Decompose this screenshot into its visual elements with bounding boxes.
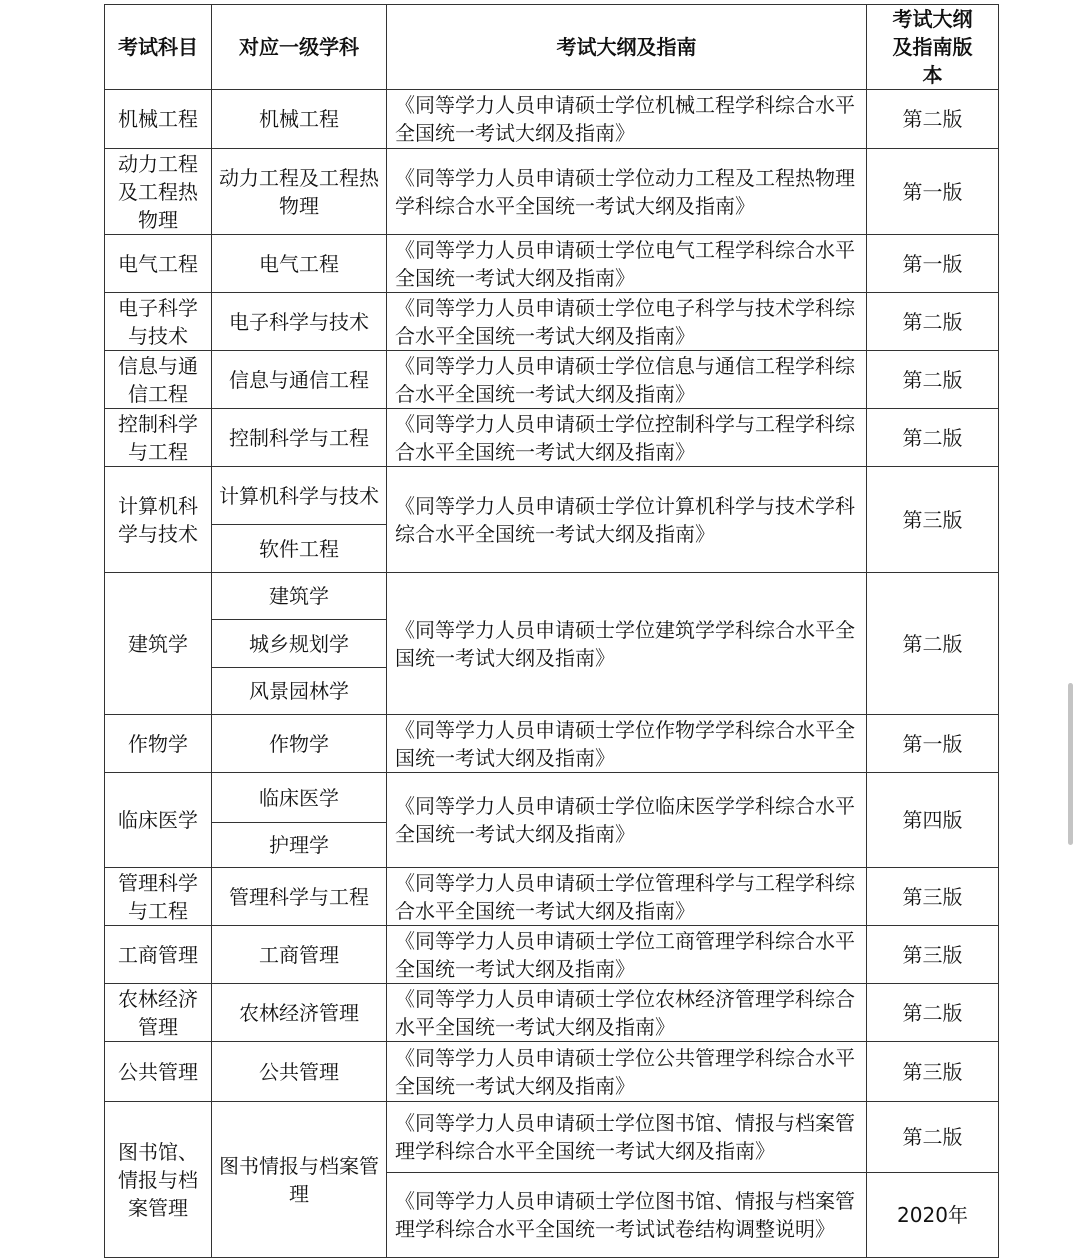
guide-version-cell: 第三版: [867, 1042, 999, 1102]
table-row: [105, 293, 999, 351]
subject-cell: 计算机科学与技术: [105, 467, 212, 573]
guide-title-cell: 《同等学力人员申请硕士学位作物学学科综合水平全国统一考试大纲及指南》: [387, 715, 867, 773]
guide-version-cell: 第二版: [867, 293, 999, 351]
guide-version-cell: 第四版: [867, 773, 999, 868]
guide-version-cell: 第三版: [867, 926, 999, 984]
table-row: [105, 926, 999, 984]
header-discipline: 对应一级学科: [212, 5, 387, 90]
discipline-cell: 护理学: [212, 823, 387, 868]
subject-cell: 电子科学与技术: [105, 293, 212, 351]
table-row: [105, 235, 999, 293]
guide-version-cell: 第一版: [867, 149, 999, 235]
table-row: [105, 1102, 999, 1173]
guide-title-cell: 《同等学力人员申请硕士学位临床医学学科综合水平全国统一考试大纲及指南》: [387, 773, 867, 868]
table-row: [105, 90, 999, 149]
guide-title-cell: 《同等学力人员申请硕士学位图书馆、情报与档案管理学科综合水平全国统一考试试卷结构调整说明》: [387, 1173, 867, 1258]
guide-version-cell: 第二版: [867, 351, 999, 409]
discipline-cell: 电气工程: [212, 235, 387, 293]
discipline-cell: 动力工程及工程热物理: [212, 149, 387, 235]
discipline-cell: 信息与通信工程: [212, 351, 387, 409]
subject-cell: 电气工程: [105, 235, 212, 293]
table-header-row: [105, 5, 999, 90]
guide-version-cell: 第三版: [867, 467, 999, 573]
table-row: [105, 868, 999, 926]
guide-title-cell: 《同等学力人员申请硕士学位电气工程学科综合水平全国统一考试大纲及指南》: [387, 235, 867, 293]
guide-title-cell: 《同等学力人员申请硕士学位控制科学与工程学科综合水平全国统一考试大纲及指南》: [387, 409, 867, 467]
subject-cell: 农林经济管理: [105, 984, 212, 1042]
guide-title-cell: 《同等学力人员申请硕士学位信息与通信工程学科综合水平全国统一考试大纲及指南》: [387, 351, 867, 409]
table-row: [105, 467, 999, 525]
guide-title-cell: 《同等学力人员申请硕士学位电子科学与技术学科综合水平全国统一考试大纲及指南》: [387, 293, 867, 351]
subject-cell: 管理科学与工程: [105, 868, 212, 926]
guide-title-cell: 《同等学力人员申请硕士学位图书馆、情报与档案管理学科综合水平全国统一考试大纲及指南》: [387, 1102, 867, 1173]
table-row: [105, 573, 999, 620]
guide-version-cell: 第二版: [867, 90, 999, 149]
guide-title-cell: 《同等学力人员申请硕士学位管理科学与工程学科综合水平全国统一考试大纲及指南》: [387, 868, 867, 926]
guide-title-cell: 《同等学力人员申请硕士学位动力工程及工程热物理学科综合水平全国统一考试大纲及指南》: [387, 149, 867, 235]
table-row: [105, 149, 999, 235]
exam-guide-table: [104, 4, 999, 1258]
header-guide: 考试大纲及指南: [387, 5, 867, 90]
discipline-cell: 软件工程: [212, 525, 387, 573]
subject-cell: 作物学: [105, 715, 212, 773]
vertical-scrollbar[interactable]: [1068, 683, 1073, 845]
discipline-cell: 城乡规划学: [212, 620, 387, 668]
subject-cell: 控制科学与工程: [105, 409, 212, 467]
guide-version-cell: 第二版: [867, 984, 999, 1042]
subject-cell: 建筑学: [105, 573, 212, 715]
header-version: 考试大纲及指南版本: [867, 5, 999, 90]
discipline-cell: 公共管理: [212, 1042, 387, 1102]
discipline-cell: 工商管理: [212, 926, 387, 984]
guide-title-cell: 《同等学力人员申请硕士学位公共管理学科综合水平全国统一考试大纲及指南》: [387, 1042, 867, 1102]
table-row: [105, 351, 999, 409]
discipline-cell: 计算机科学与技术: [212, 467, 387, 525]
discipline-cell: 建筑学: [212, 573, 387, 620]
guide-title-cell: 《同等学力人员申请硕士学位工商管理学科综合水平全国统一考试大纲及指南》: [387, 926, 867, 984]
subject-cell: 图书馆、情报与档案管理: [105, 1102, 212, 1258]
table-row: [105, 715, 999, 773]
discipline-cell: 控制科学与工程: [212, 409, 387, 467]
subject-cell: 临床医学: [105, 773, 212, 868]
guide-title-cell: 《同等学力人员申请硕士学位计算机科学与技术学科综合水平全国统一考试大纲及指南》: [387, 467, 867, 573]
discipline-cell: 管理科学与工程: [212, 868, 387, 926]
guide-title-cell: 《同等学力人员申请硕士学位农林经济管理学科综合水平全国统一考试大纲及指南》: [387, 984, 867, 1042]
discipline-cell: 作物学: [212, 715, 387, 773]
header-subject: 考试科目: [105, 5, 212, 90]
guide-version-cell: 第三版: [867, 868, 999, 926]
subject-cell: 公共管理: [105, 1042, 212, 1102]
guide-version-cell: 第二版: [867, 1102, 999, 1173]
subject-cell: 信息与通信工程: [105, 351, 212, 409]
table-row: [105, 409, 999, 467]
guide-version-cell: 第一版: [867, 715, 999, 773]
discipline-cell: 农林经济管理: [212, 984, 387, 1042]
guide-version-cell: 第一版: [867, 235, 999, 293]
discipline-cell: 临床医学: [212, 773, 387, 823]
discipline-cell: 图书情报与档案管理: [212, 1102, 387, 1258]
table-row: [105, 984, 999, 1042]
subject-cell: 动力工程及工程热物理: [105, 149, 212, 235]
guide-title-cell: 《同等学力人员申请硕士学位建筑学学科综合水平全国统一考试大纲及指南》: [387, 573, 867, 715]
table-row: [105, 773, 999, 823]
guide-title-cell: 《同等学力人员申请硕士学位机械工程学科综合水平全国统一考试大纲及指南》: [387, 90, 867, 149]
table-row: [105, 1042, 999, 1102]
subject-cell: 机械工程: [105, 90, 212, 149]
guide-version-cell: 2020年: [867, 1173, 999, 1258]
guide-version-cell: 第二版: [867, 409, 999, 467]
guide-version-cell: 第二版: [867, 573, 999, 715]
discipline-cell: 风景园林学: [212, 668, 387, 715]
discipline-cell: 机械工程: [212, 90, 387, 149]
discipline-cell: 电子科学与技术: [212, 293, 387, 351]
subject-cell: 工商管理: [105, 926, 212, 984]
